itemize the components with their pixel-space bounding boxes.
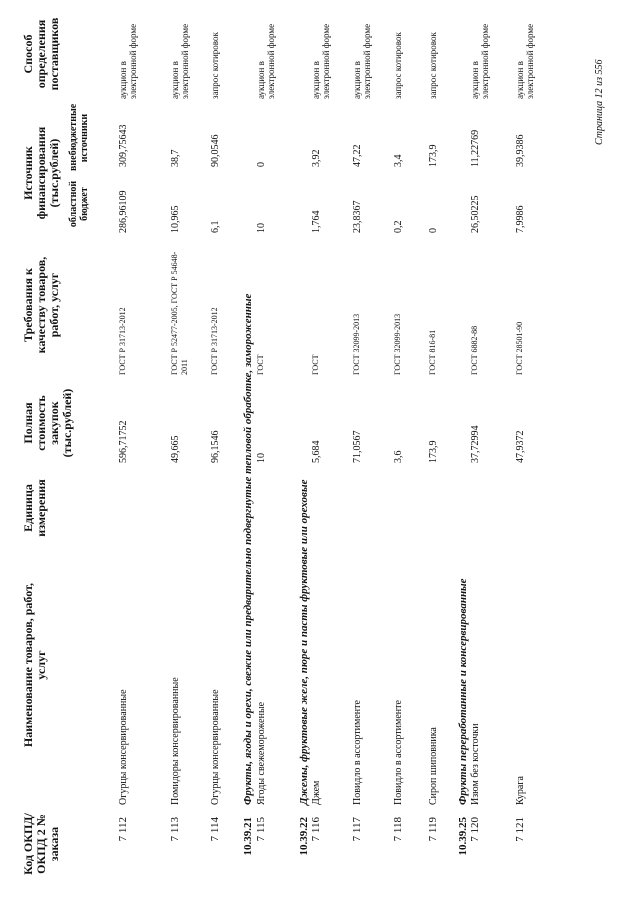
row-method: аукцион в электронной форме [470, 23, 490, 99]
row-name: Помидоры консервированные [170, 677, 181, 805]
row-cost: 96,1546 [210, 430, 221, 463]
row-requirements: ГОСТ 32099-2013 [393, 313, 402, 375]
row-regional: 26,50225 [470, 195, 481, 233]
page-number: Страница 12 из 556 [594, 59, 605, 145]
row-regional: 23,8367 [352, 200, 363, 233]
row-method: аукцион в электронной форме [311, 23, 331, 99]
row-code: 7 117 [351, 817, 363, 842]
row-other: 11,22769 [470, 129, 481, 167]
row-requirements: ГОСТ [256, 354, 265, 375]
row-method: аукцион в электронной форме [170, 23, 190, 99]
header-name: Наименование товаров, работ, услуг [21, 582, 48, 748]
row-cost: 3,6 [393, 450, 404, 463]
row-name: Сироп шиповника [428, 727, 439, 805]
row-other: 47,22 [352, 144, 363, 167]
row-requirements: ГОСТ 32099-2013 [352, 313, 361, 375]
row-requirements: ГОСТ Р 52477-2005, ГОСТ Р 54648-2011 [170, 251, 189, 375]
row-code: 7 114 [209, 817, 221, 842]
row-requirements: ГОСТ Р 31713-2012 [118, 307, 127, 375]
row-cost: 173,9 [428, 440, 439, 463]
section-title: Фрукты, ягоды и орехи, свежие или предварительно подвергнутые тепловой обработке, замороженные [242, 293, 254, 805]
row-regional: 7,9986 [515, 205, 526, 233]
row-code: 7 113 [169, 817, 181, 842]
header-unit: Единица измерения [21, 479, 48, 537]
row-name: Курага [515, 776, 526, 805]
header-requirements: Требования к качеству товаров, работ, услуг [21, 256, 61, 354]
row-method: аукцион в электронной форме [515, 23, 535, 99]
section-code: 10.39.22 [298, 817, 310, 856]
row-method: запрос котировок [210, 32, 220, 99]
row-cost: 49,665 [170, 435, 181, 463]
row-regional: 0,2 [393, 220, 404, 233]
row-method: аукцион в электронной форме [352, 23, 372, 99]
header-cost: Полная стоимость закупок (тыс.рублей) [21, 388, 74, 458]
row-name: Огурцы консервированные [118, 689, 129, 805]
row-name: Повидло в ассортименте [352, 700, 363, 805]
row-other: 309,75643 [118, 124, 129, 167]
section-code: 10.39.25 [457, 817, 469, 856]
row-regional: 1,764 [311, 210, 322, 233]
row-requirements: ГОСТ 6882-88 [470, 325, 479, 375]
row-method: аукцион в электронной форме [256, 23, 276, 99]
row-name: Джем [311, 780, 322, 805]
row-name: Ягоды свежемороженые [256, 701, 267, 805]
section-code: 10.39.21 [242, 817, 254, 856]
row-requirements: ГОСТ Р 31713-2012 [210, 307, 219, 375]
row-code: 7 115 [255, 817, 267, 842]
section-title: Джемы, фруктовые желе, пюре и пасты фруктовые или ореховые [298, 479, 310, 805]
row-requirements: ГОСТ [311, 354, 320, 375]
row-requirements: ГОСТ 816-81 [428, 329, 437, 375]
row-other: 3,92 [311, 149, 322, 167]
row-other: 38,7 [170, 149, 181, 167]
row-code: 7 112 [117, 817, 129, 842]
section-title: Фрукты переработанные и консервированные [457, 578, 469, 805]
row-cost: 47,9372 [515, 430, 526, 463]
row-code: 7 116 [310, 817, 322, 842]
row-name: Повидло в ассортименте [393, 700, 404, 805]
row-regional: 6,1 [210, 220, 221, 233]
row-requirements: ГОСТ 28501-90 [515, 321, 524, 375]
row-code: 7 118 [392, 817, 404, 842]
row-regional: 286,96109 [118, 190, 129, 233]
row-cost: 10 [256, 453, 267, 463]
row-other: 39,9386 [515, 134, 526, 167]
row-other: 3,4 [393, 154, 404, 167]
row-code: 7 121 [514, 817, 526, 842]
header-code: Код ОКПД/ ОКПД 2 № заказа [21, 813, 61, 875]
header-other: внебюджетные источники [68, 103, 90, 171]
row-cost: 37,72994 [470, 425, 481, 463]
row-other: 0 [256, 162, 267, 167]
row-code: 7 119 [427, 817, 439, 842]
row-name: Изюм без косточки [470, 723, 481, 805]
row-regional: 0 [428, 228, 439, 233]
row-regional: 10 [256, 223, 267, 233]
row-cost: 596,71752 [118, 420, 129, 463]
row-cost: 71,0567 [352, 430, 363, 463]
row-name: Огурцы консервированные [210, 689, 221, 805]
row-cost: 5,684 [311, 440, 322, 463]
header-regional: областной бюджет [68, 180, 90, 228]
header-method: Способ определения поставщиков [21, 17, 61, 91]
row-code: 7 120 [469, 817, 481, 842]
row-other: 173,9 [428, 144, 439, 167]
row-method: запрос котировок [393, 32, 403, 99]
row-method: аукцион в электронной форме [118, 23, 138, 99]
row-regional: 10,965 [170, 205, 181, 233]
row-other: 90,0546 [210, 134, 221, 167]
row-method: запрос котировок [428, 32, 438, 99]
header-financing: Источник финансирования (тыс.рублей) [21, 126, 61, 220]
